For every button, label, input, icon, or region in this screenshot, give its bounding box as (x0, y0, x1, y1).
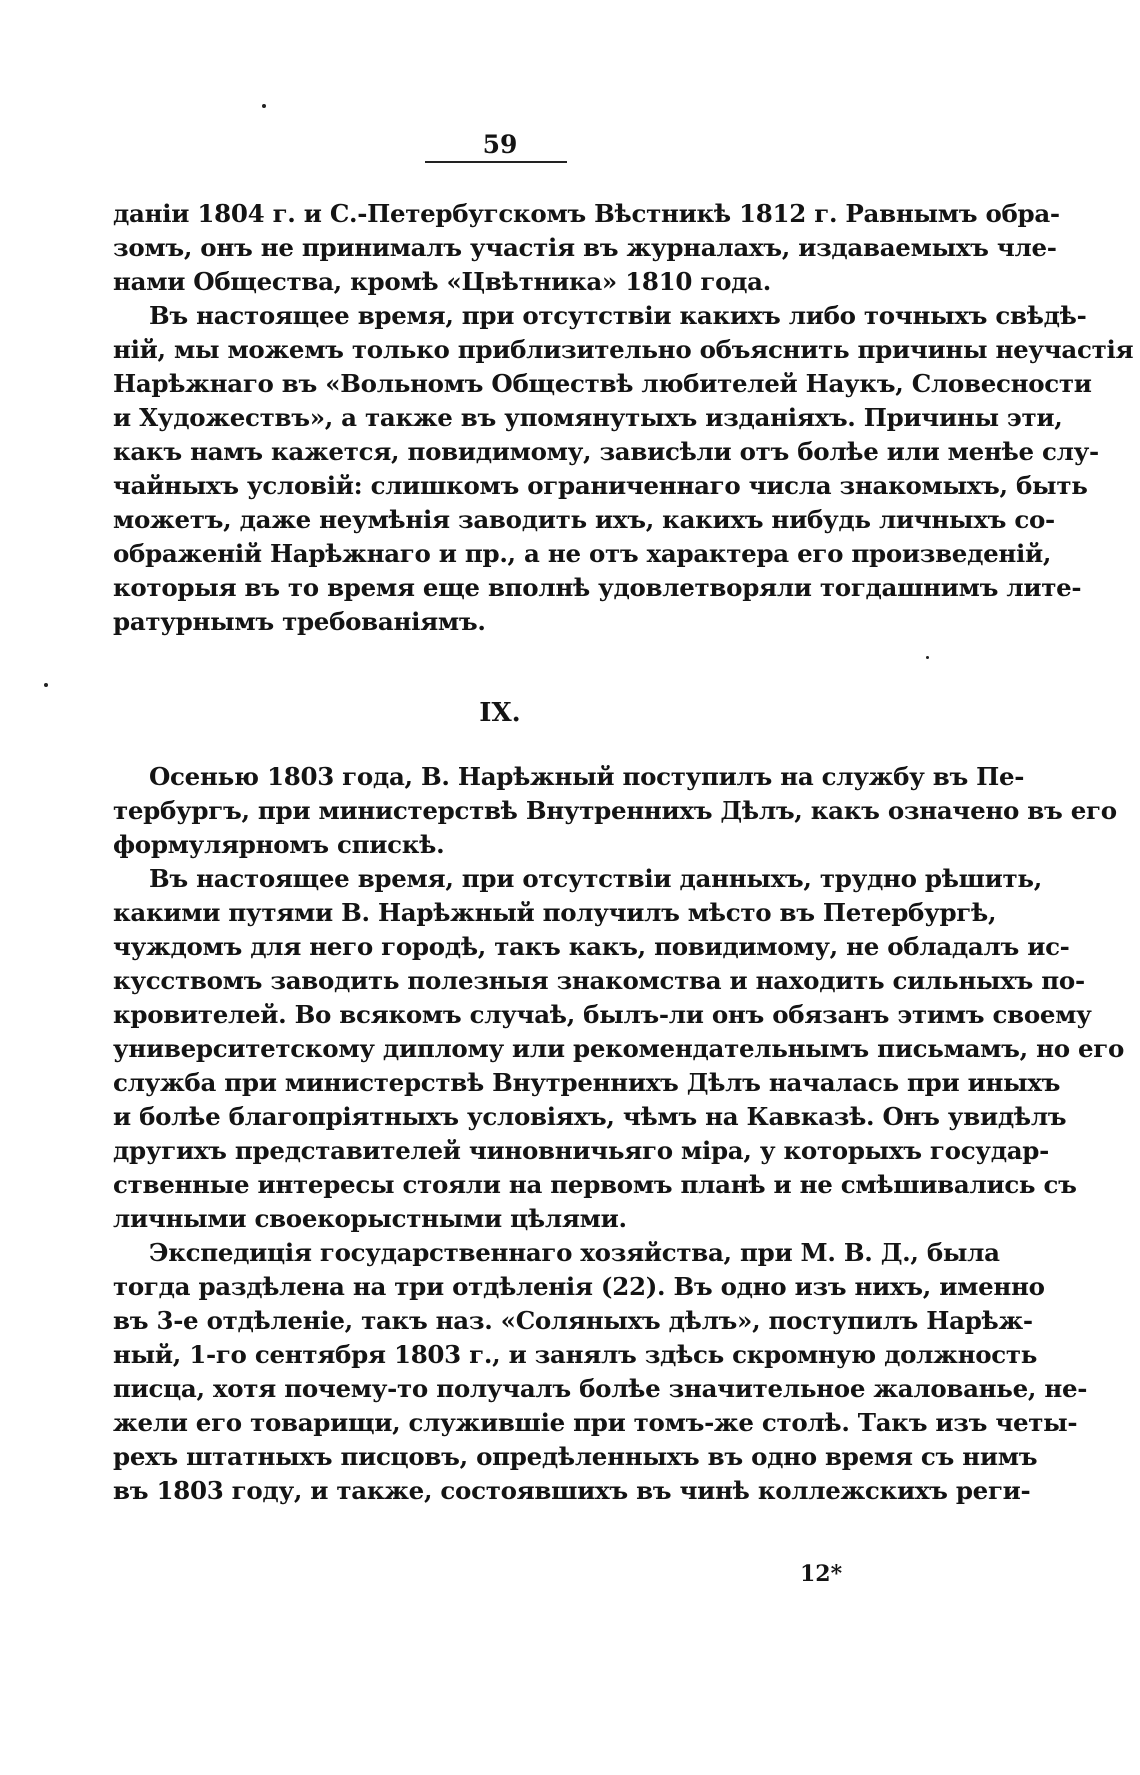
page-number-rule (425, 161, 567, 163)
text-line: ственные интересы стояли на первомъ планѣ и не смѣшивались съ (113, 1170, 1077, 1199)
scan-speck (926, 656, 929, 659)
text-line: служба при министерствѣ Внутреннихъ Дѣлъ началась при иныхъ (113, 1068, 1061, 1097)
text-line: формулярномъ спискѣ. (113, 830, 445, 859)
text-line: Нарѣжнаго въ «Вольномъ Обществѣ любителей Наукъ, Словесности (113, 369, 1092, 398)
text-line: какъ намъ кажется, повидимому, зависѣли отъ болѣе или менѣе слу- (113, 437, 1099, 466)
text-line: личными своекорыстными цѣлями. (113, 1204, 627, 1233)
text-line: чуждомъ для него городѣ, такъ какъ, повидимому, не обладалъ ис- (113, 932, 1070, 961)
text-line: зомъ, онъ не принималъ участія въ журналахъ, издаваемыхъ чле- (113, 233, 1057, 262)
text-line: Въ настоящее время, при отсутствіи какихъ либо точныхъ свѣдѣ- (149, 301, 1087, 330)
text-line: которыя въ то время еще вполнѣ удовлетворяли тогдашнимъ лите- (113, 573, 1082, 602)
text-line: другихъ представителей чиновничьяго міра, у которыхъ государ- (113, 1136, 1049, 1165)
text-line: ображеній Нарѣжнаго и пр., а не отъ характера его произведеній, (113, 539, 1052, 568)
text-line: въ 3-е отдѣленіе, такъ наз. «Соляныхъ дѣлъ», поступилъ Нарѣж- (113, 1306, 1033, 1335)
text-line: и Художествъ», а также въ упомянутыхъ изданіяхъ. Причины эти, (113, 403, 1063, 432)
text-line: можетъ, даже неумѣнія заводить ихъ, какихъ нибудь личныхъ со- (113, 505, 1055, 534)
text-line: писца, хотя почему-то получалъ болѣе значительное жалованье, не- (113, 1374, 1088, 1403)
text-block-top (113, 197, 1134, 639)
text-line: въ 1803 году, и также, состоявшихъ въ чинѣ коллежскихъ реги- (113, 1476, 1031, 1505)
text-line: какими путями В. Нарѣжный получилъ мѣсто въ Петербургѣ, (113, 898, 997, 927)
scan-speck (44, 683, 48, 687)
text-block-main (113, 760, 1125, 1508)
text-line: и болѣе благопріятныхъ условіяхъ, чѣмъ на Кавказѣ. Онъ увидѣлъ (113, 1102, 1067, 1131)
text-line: ратурнымъ требованіямъ. (113, 607, 486, 636)
text-line: жели его товарищи, служившіе при томъ-же столѣ. Такъ изъ четы- (113, 1408, 1078, 1437)
text-line: даніи 1804 г. и С.-Петербугскомъ Вѣстникѣ 1812 г. Равнымъ обра- (113, 199, 1060, 228)
scan-speck (262, 104, 266, 108)
text-line: Осенью 1803 года, В. Нарѣжный поступилъ на службу въ Пе- (149, 762, 1025, 791)
text-line: чайныхъ условій: слишкомъ ограниченнаго числа знакомыхъ, быть (113, 471, 1088, 500)
text-line: Въ настоящее время, при отсутствіи данныхъ, трудно рѣшить, (149, 864, 1042, 893)
text-line: ный, 1-го сентября 1803 г., и занялъ здѣсь скромную должность (113, 1340, 1038, 1369)
text-line: нами Общества, кромѣ «Цвѣтника» 1810 года. (113, 267, 771, 296)
text-line: кровителей. Во всякомъ случаѣ, былъ-ли онъ обязанъ этимъ своему (113, 1000, 1092, 1029)
text-line: ній, мы можемъ только приблизительно объяснить причины неучастія (113, 335, 1134, 364)
text-line: кусствомъ заводить полезныя знакомства и находить сильныхъ по- (113, 966, 1085, 995)
text-line: университетскому диплому или рекомендательнымъ письмамъ, но его (113, 1034, 1125, 1063)
page-number: 59 (482, 130, 518, 159)
text-line: рехъ штатныхъ писцовъ, опредѣленныхъ въ одно время съ нимъ (113, 1442, 1038, 1471)
section-heading: IX. (479, 698, 521, 728)
text-line: тогда раздѣлена на три отдѣленія (22). Въ одно изъ нихъ, именно (113, 1272, 1045, 1301)
text-line: тербургъ, при министерствѣ Внутреннихъ Дѣлъ, какъ означено въ его (113, 796, 1117, 825)
text-line: Экспедиція государственнаго хозяйства, при М. В. Д., была (149, 1238, 1000, 1267)
signature-mark: 12* (800, 1561, 843, 1587)
